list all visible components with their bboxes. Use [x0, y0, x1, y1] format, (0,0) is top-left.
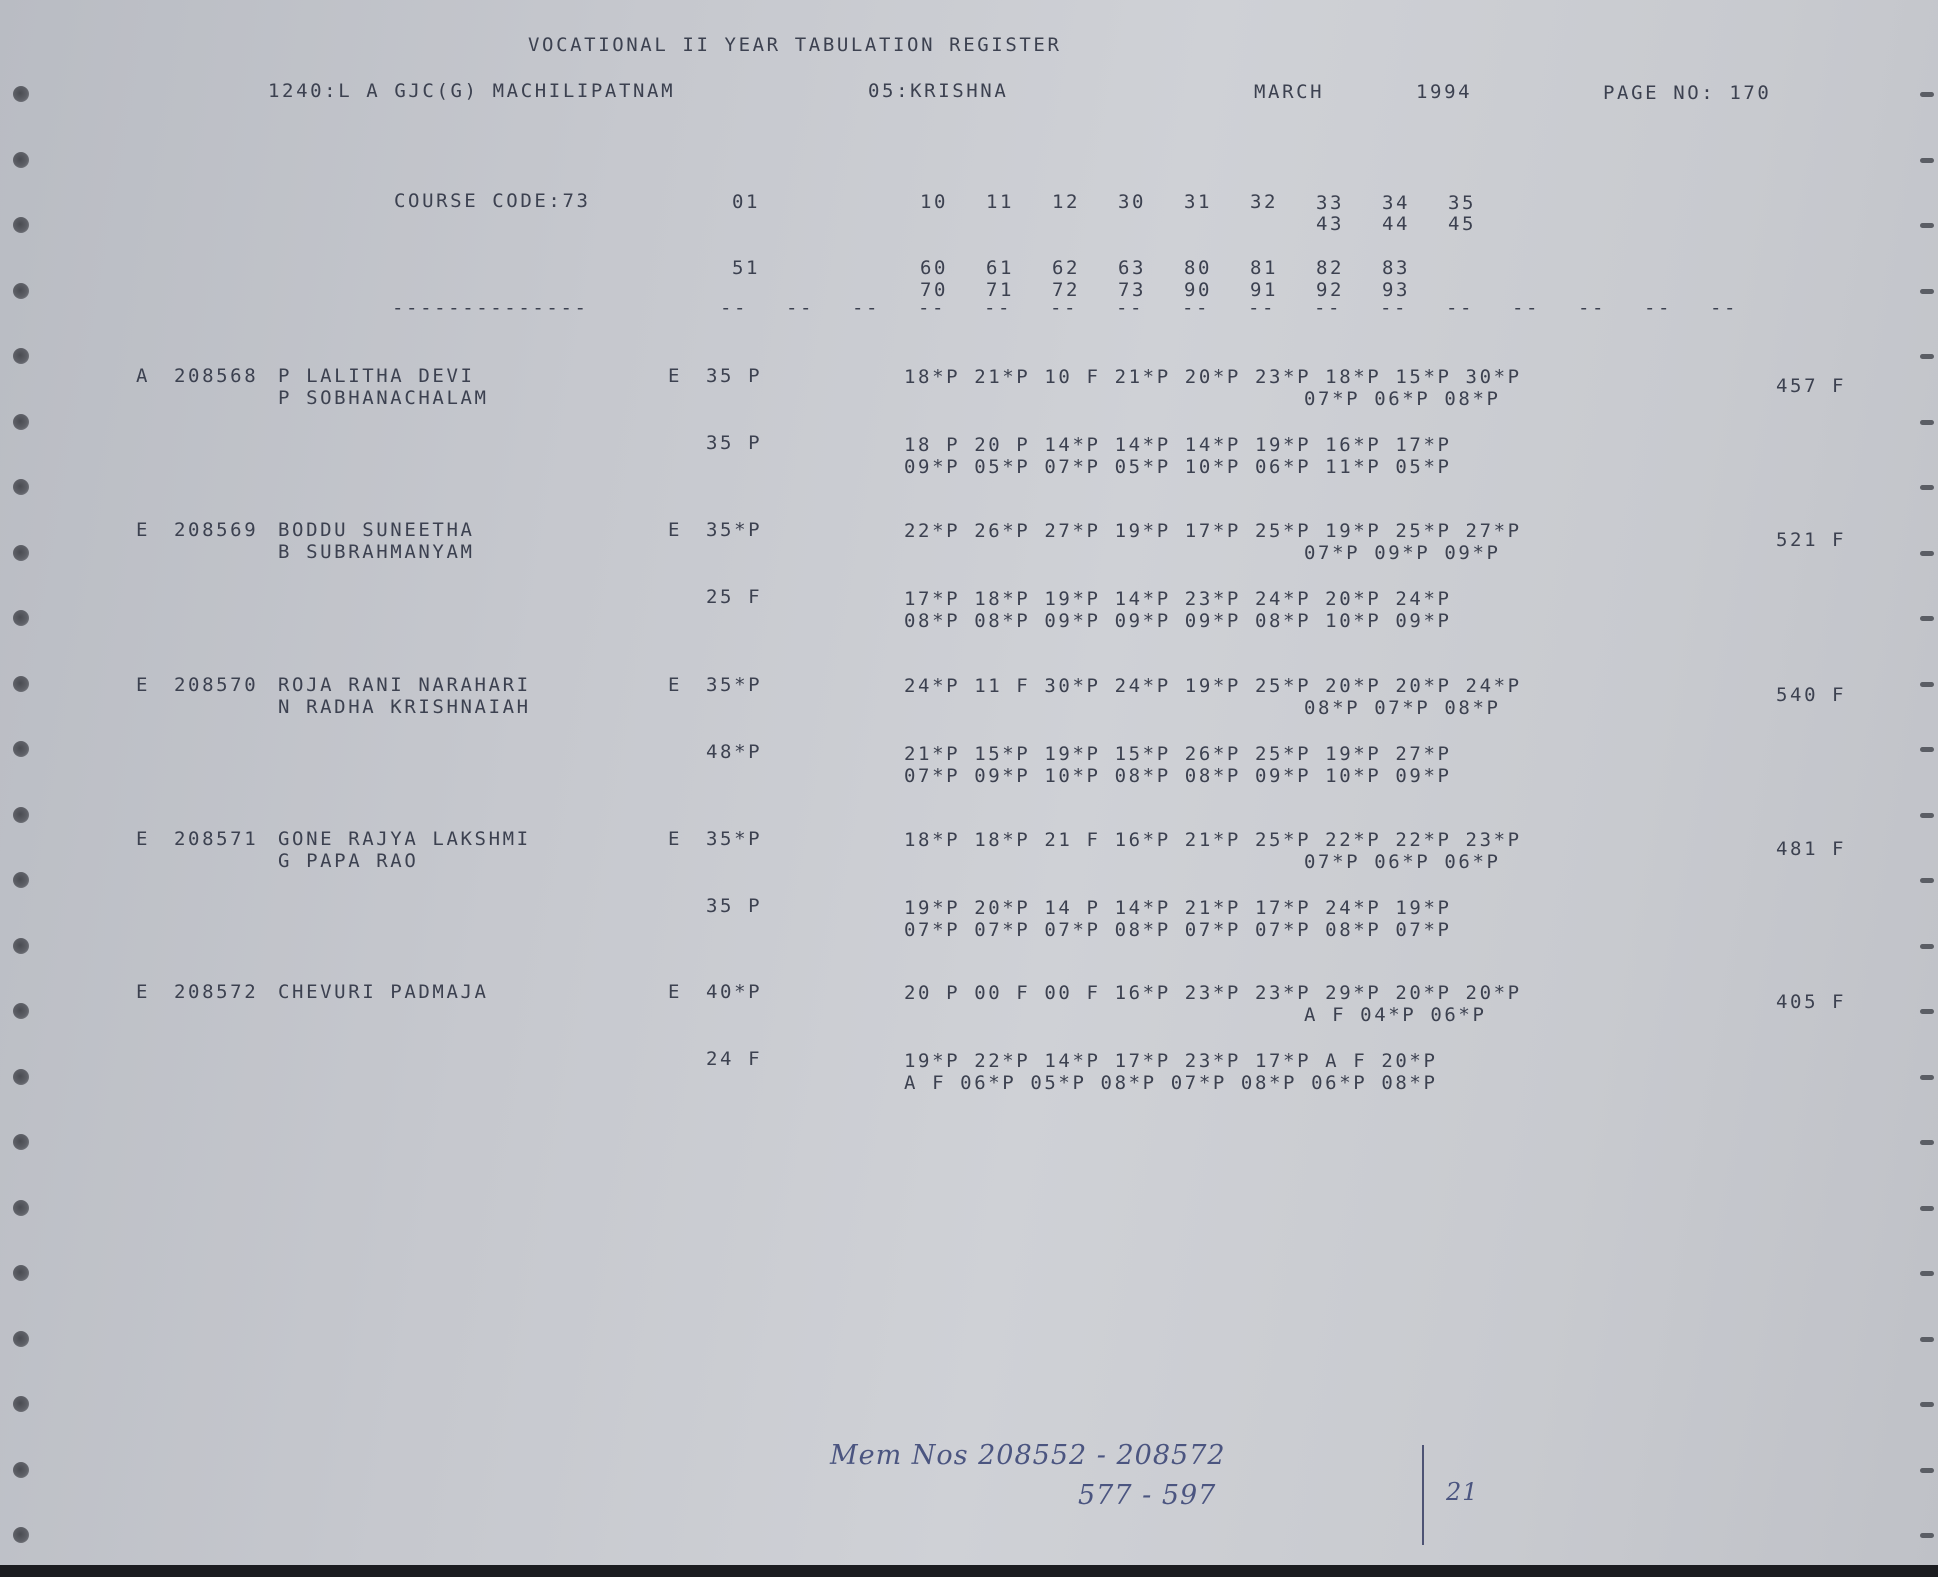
sprocket-hole — [13, 217, 29, 233]
handwritten-memo-range: Mem Nos 208552 - 208572 — [830, 1440, 1226, 1471]
student-name: ROJA RANI NARAHARI — [278, 674, 531, 696]
column-divider-dash: -- — [1248, 297, 1277, 319]
sprocket-hole — [13, 1069, 29, 1085]
second-year-language-mark: 48*P — [706, 741, 763, 763]
parent-name: P SOBHANACHALAM — [278, 387, 489, 409]
subject-code: 11 — [986, 191, 1015, 213]
exam-month: MARCH — [1254, 81, 1325, 103]
column-divider-dash: -- — [1116, 297, 1145, 319]
subject-code: 10 — [920, 191, 949, 213]
perforation-mark — [1920, 1402, 1934, 1407]
total-marks: 457 — [1776, 375, 1819, 397]
second-year-marks-line2: 07*P 07*P 07*P 08*P 07*P 07*P 08*P 07*P — [904, 919, 1452, 941]
parent-name: G PAPA RAO — [278, 850, 419, 872]
student-name: BODDU SUNEETHA — [278, 519, 475, 541]
second-year-marks-line2: 09*P 05*P 07*P 05*P 10*P 06*P 11*P 05*P — [904, 456, 1452, 478]
page-number: PAGE NO: 170 — [1603, 82, 1772, 104]
second-year-marks-line1: 21*P 15*P 19*P 15*P 26*P 25*P 19*P 27*P — [904, 743, 1452, 765]
perforation-mark — [1920, 682, 1934, 687]
subject-code: 45 — [1448, 213, 1477, 235]
first-year-marks-line1: 18*P 21*P 10 F 21*P 20*P 23*P 18*P 15*P 30*P — [904, 366, 1522, 388]
perforation-mark — [1920, 1009, 1934, 1014]
first-year-language-mark: 35*P — [706, 828, 763, 850]
perforation-mark — [1920, 354, 1934, 359]
subject-code: 82 — [1316, 257, 1345, 279]
sprocket-hole — [13, 283, 29, 299]
sprocket-hole — [13, 414, 29, 430]
perforation-mark — [1920, 485, 1934, 490]
subject-code: 51 — [732, 257, 761, 279]
result-status: F — [1832, 838, 1847, 860]
column-divider-dash: -- — [918, 297, 947, 319]
sprocket-hole — [13, 807, 29, 823]
hall-ticket-number: 208570 — [174, 674, 259, 696]
hall-ticket-number: 208568 — [174, 365, 259, 387]
perforation-mark — [1920, 1206, 1934, 1211]
perforation-mark — [1920, 944, 1934, 949]
perforation-mark — [1920, 616, 1934, 621]
college-name: 1240:L A GJC(G) MACHILIPATNAM — [268, 80, 676, 102]
student-category: E — [136, 981, 151, 1003]
total-marks: 481 — [1776, 838, 1819, 860]
sprocket-hole — [13, 1462, 29, 1478]
first-year-language-mark: 35 P — [706, 365, 763, 387]
exam-year: 1994 — [1416, 81, 1473, 103]
hall-ticket-number: 208569 — [174, 519, 259, 541]
second-year-marks-line1: 18 P 20 P 14*P 14*P 14*P 19*P 16*P 17*P — [904, 434, 1452, 456]
subject-code: 30 — [1118, 191, 1147, 213]
handwritten-sheet-count: 21 — [1446, 1478, 1479, 1506]
subject-code: 43 — [1316, 213, 1345, 235]
first-year-marks-line2: 07*P 06*P 08*P — [1304, 388, 1501, 410]
perforation-mark — [1920, 289, 1934, 294]
subject-code: 63 — [1118, 257, 1147, 279]
sprocket-hole — [13, 1200, 29, 1216]
second-year-marks-line2: 07*P 09*P 10*P 08*P 08*P 09*P 10*P 09*P — [904, 765, 1452, 787]
subject-code: 32 — [1250, 191, 1279, 213]
total-marks: 521 — [1776, 529, 1819, 551]
sprocket-hole — [13, 610, 29, 626]
subject-code: 72 — [1052, 279, 1081, 301]
second-year-marks-line1: 19*P 22*P 14*P 17*P 23*P 17*P A F 20*P — [904, 1050, 1438, 1072]
sprocket-hole — [13, 86, 29, 102]
result-status: F — [1832, 991, 1847, 1013]
subject-code: 80 — [1184, 257, 1213, 279]
district-name: 05:KRISHNA — [868, 80, 1009, 102]
medium-code: E — [668, 981, 683, 1003]
column-divider-dash: -- — [720, 297, 749, 319]
subject-code: 01 — [732, 191, 761, 213]
subject-code: 92 — [1316, 279, 1345, 301]
medium-code: E — [668, 674, 683, 696]
subject-code: 70 — [920, 279, 949, 301]
subject-code: 91 — [1250, 279, 1279, 301]
student-category: E — [136, 674, 151, 696]
first-year-marks-line1: 22*P 26*P 27*P 19*P 17*P 25*P 19*P 25*P 27*P — [904, 520, 1522, 542]
second-year-language-mark: 35 P — [706, 432, 763, 454]
subject-code: 71 — [986, 279, 1015, 301]
column-divider-dash: -- — [1512, 297, 1541, 319]
sprocket-hole — [13, 1265, 29, 1281]
subject-code: 33 — [1316, 192, 1345, 214]
course-code-label: COURSE CODE:73 — [394, 190, 591, 212]
first-year-language-mark: 40*P — [706, 981, 763, 1003]
first-year-language-mark: 35*P — [706, 674, 763, 696]
first-year-marks-line2: 07*P 09*P 09*P — [1304, 542, 1501, 564]
result-status: F — [1832, 529, 1847, 551]
register-title: VOCATIONAL II YEAR TABULATION REGISTER — [528, 34, 1062, 56]
student-category: E — [136, 519, 151, 541]
subject-code: 83 — [1382, 257, 1411, 279]
result-status: F — [1832, 684, 1847, 706]
second-year-language-mark: 25 F — [706, 586, 763, 608]
parent-name: B SUBRAHMANYAM — [278, 541, 475, 563]
perforation-mark — [1920, 223, 1934, 228]
sprocket-hole — [13, 479, 29, 495]
medium-code: E — [668, 365, 683, 387]
perforation-mark — [1920, 1337, 1934, 1342]
subject-code: 61 — [986, 257, 1015, 279]
subject-code: 60 — [920, 257, 949, 279]
perforation-mark — [1920, 1468, 1934, 1473]
first-year-marks-line2: 07*P 06*P 06*P — [1304, 851, 1501, 873]
perforation-mark — [1920, 747, 1934, 752]
sprocket-hole — [13, 1003, 29, 1019]
first-year-marks-line1: 18*P 18*P 21 F 16*P 21*P 25*P 22*P 22*P 23*P — [904, 829, 1522, 851]
hall-ticket-number: 208571 — [174, 828, 259, 850]
student-category: A — [136, 365, 151, 387]
column-divider-dash: -- — [786, 297, 815, 319]
perforation-mark — [1920, 878, 1934, 883]
perforation-mark — [1920, 813, 1934, 818]
second-year-language-mark: 24 F — [706, 1048, 763, 1070]
handwritten-divider — [1422, 1445, 1424, 1545]
column-divider-dash: -- — [852, 297, 881, 319]
header-underline: -------------- — [392, 297, 589, 319]
sprocket-hole — [13, 152, 29, 168]
column-divider-dash: -- — [1050, 297, 1079, 319]
subject-code: 31 — [1184, 191, 1213, 213]
first-year-marks-line1: 20 P 00 F 00 F 16*P 23*P 23*P 29*P 20*P 20*P — [904, 982, 1522, 1004]
sprocket-hole — [13, 676, 29, 692]
subject-code: 81 — [1250, 257, 1279, 279]
first-year-language-mark: 35*P — [706, 519, 763, 541]
hall-ticket-number: 208572 — [174, 981, 259, 1003]
subject-code: 93 — [1382, 279, 1411, 301]
sprocket-hole — [13, 545, 29, 561]
sprocket-hole — [13, 872, 29, 888]
column-divider-dash: -- — [1446, 297, 1475, 319]
total-marks: 405 — [1776, 991, 1819, 1013]
first-year-marks-line2: A F 04*P 06*P — [1304, 1004, 1487, 1026]
column-divider-dash: -- — [1710, 297, 1739, 319]
student-category: E — [136, 828, 151, 850]
subject-code: 90 — [1184, 279, 1213, 301]
second-year-marks-line2: 08*P 08*P 09*P 09*P 09*P 08*P 10*P 09*P — [904, 610, 1452, 632]
perforation-mark — [1920, 551, 1934, 556]
medium-code: E — [668, 828, 683, 850]
second-year-marks-line2: A F 06*P 05*P 08*P 07*P 08*P 06*P 08*P — [904, 1072, 1438, 1094]
sprocket-hole — [13, 1527, 29, 1543]
perforation-mark — [1920, 1140, 1934, 1145]
column-divider-dash: -- — [1578, 297, 1607, 319]
perforation-mark — [1920, 1271, 1934, 1276]
column-divider-dash: -- — [984, 297, 1013, 319]
column-divider-dash: -- — [1182, 297, 1211, 319]
perforation-mark — [1920, 92, 1934, 97]
subject-code: 73 — [1118, 279, 1147, 301]
sprocket-hole — [13, 938, 29, 954]
student-name: CHEVURI PADMAJA — [278, 981, 489, 1003]
column-divider-dash: -- — [1644, 297, 1673, 319]
subject-code: 35 — [1448, 192, 1477, 214]
total-marks: 540 — [1776, 684, 1819, 706]
first-year-marks-line1: 24*P 11 F 30*P 24*P 19*P 25*P 20*P 20*P 24*P — [904, 675, 1522, 697]
perforation-mark — [1920, 158, 1934, 163]
first-year-marks-line2: 08*P 07*P 08*P — [1304, 697, 1501, 719]
student-name: GONE RAJYA LAKSHMI — [278, 828, 531, 850]
subject-code: 34 — [1382, 192, 1411, 214]
sprocket-hole — [13, 348, 29, 364]
column-divider-dash: -- — [1314, 297, 1343, 319]
subject-code: 62 — [1052, 257, 1081, 279]
parent-name: N RADHA KRISHNAIAH — [278, 696, 531, 718]
subject-code: 12 — [1052, 191, 1081, 213]
sprocket-hole — [13, 1396, 29, 1412]
perforation-mark — [1920, 420, 1934, 425]
perforation-mark — [1920, 1533, 1934, 1538]
sprocket-hole — [13, 1331, 29, 1347]
sprocket-hole — [13, 741, 29, 757]
column-divider-dash: -- — [1380, 297, 1409, 319]
second-year-marks-line1: 17*P 18*P 19*P 14*P 23*P 24*P 20*P 24*P — [904, 588, 1452, 610]
student-name: P LALITHA DEVI — [278, 365, 475, 387]
subject-code: 44 — [1382, 213, 1411, 235]
result-status: F — [1832, 375, 1847, 397]
perforation-mark — [1920, 1075, 1934, 1080]
second-year-language-mark: 35 P — [706, 895, 763, 917]
sprocket-hole — [13, 1134, 29, 1150]
handwritten-serial-range: 577 - 597 — [1078, 1480, 1217, 1511]
medium-code: E — [668, 519, 683, 541]
second-year-marks-line1: 19*P 20*P 14 P 14*P 21*P 17*P 24*P 19*P — [904, 897, 1452, 919]
